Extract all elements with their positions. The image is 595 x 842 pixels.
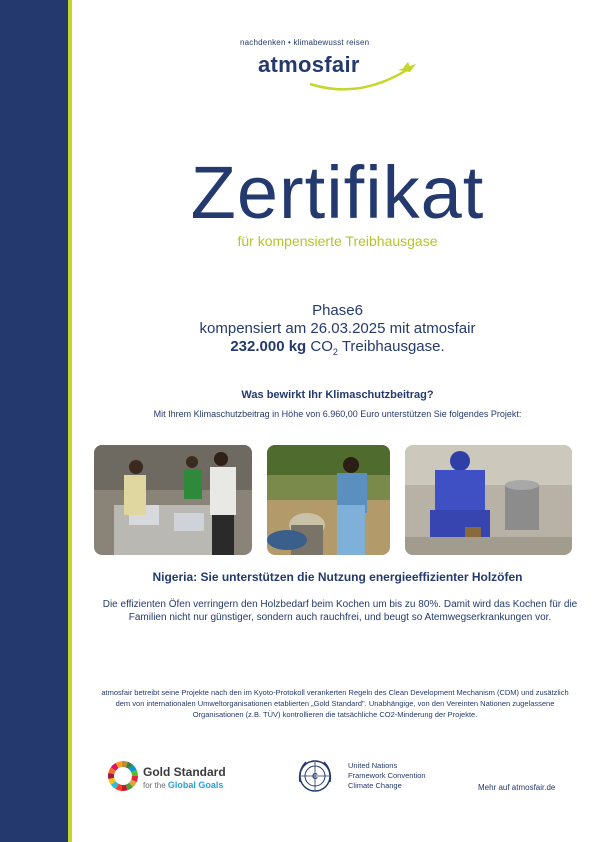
co2-label: $CO_2$ — [310, 338, 338, 357]
compensated-date-line: kompensiert am 26.03.2025 mit atmosfair — [199, 320, 476, 337]
cdm-gold-standard-text: atmosfair betreibt seine Projekte nach den im Kyoto-Protokoll verankerten Regeln des Clean Development Mechanism (CDM) und zusätzlich dem von internationalen Umweltorganisationen etablierten „Gold Standard". Unabhängige, von den Vereinten Nationen zugelassene Organisationen (z.B. TÜV) kontrollieren die tatsächliche CO2-Minderung der Projekte. — [101, 688, 569, 719]
project-description: Die effizienten Öfen verringern den Holzbedarf beim Kochen um bis zu 80%. Damit wird das Kochen für die Familien nicht nur günstiger, sondern auch rauchfrei, und beugt so Atemwegserkrankungen vor. — [102, 599, 578, 623]
woman-cooking-photo — [267, 445, 390, 555]
phase-label: Phase6 — [312, 302, 363, 319]
unfccc-name: United Nations Framework Convention Climate Change — [348, 761, 426, 790]
logo-brand: atmosfair — [258, 52, 360, 77]
amount-value: 232.000 kg — [230, 338, 307, 355]
workers-assembling-stoves-photo — [94, 445, 252, 555]
atmosfair-logo — [240, 38, 430, 98]
sdg-wheel-icon — [107, 760, 139, 792]
gold-standard-tagline: for the Global Goals — [143, 780, 224, 790]
website-link[interactable]: Mehr auf atmosfair.de — [478, 783, 556, 792]
left-side-bar — [0, 0, 68, 842]
left-accent-line — [68, 0, 72, 842]
project-title: Nigeria: Sie unterstützen die Nutzung energieeffizienter Holzöfen — [152, 570, 523, 584]
certificate-subtitle: für kompensierte Treibhausgase — [237, 233, 438, 249]
svg-text:C: C — [312, 772, 318, 781]
gold-standard-name: Gold Standard — [143, 765, 226, 779]
un-emblem-icon — [296, 758, 334, 794]
amount-suffix: Treibhausgase. — [337, 338, 445, 355]
amount-line — [80, 338, 595, 361]
compensation-summary — [80, 302, 595, 361]
certificate-title: Zertifikat — [190, 151, 485, 234]
gold-standard-logo — [107, 760, 247, 794]
woman-with-stove-photo — [405, 445, 572, 555]
logo-tagline: nachdenken • klimabewusst reisen — [240, 38, 370, 47]
airplane-swoosh-icon — [300, 60, 420, 96]
contribution-text: Mit Ihrem Klimaschutzbeitrag in Höhe von 6.960,00 Euro unterstützen Sie folgendes Projekt: — [153, 409, 522, 419]
impact-question: Was bewirkt Ihr Klimaschutzbeitrag? — [241, 389, 434, 401]
unfccc-logo — [296, 758, 456, 794]
